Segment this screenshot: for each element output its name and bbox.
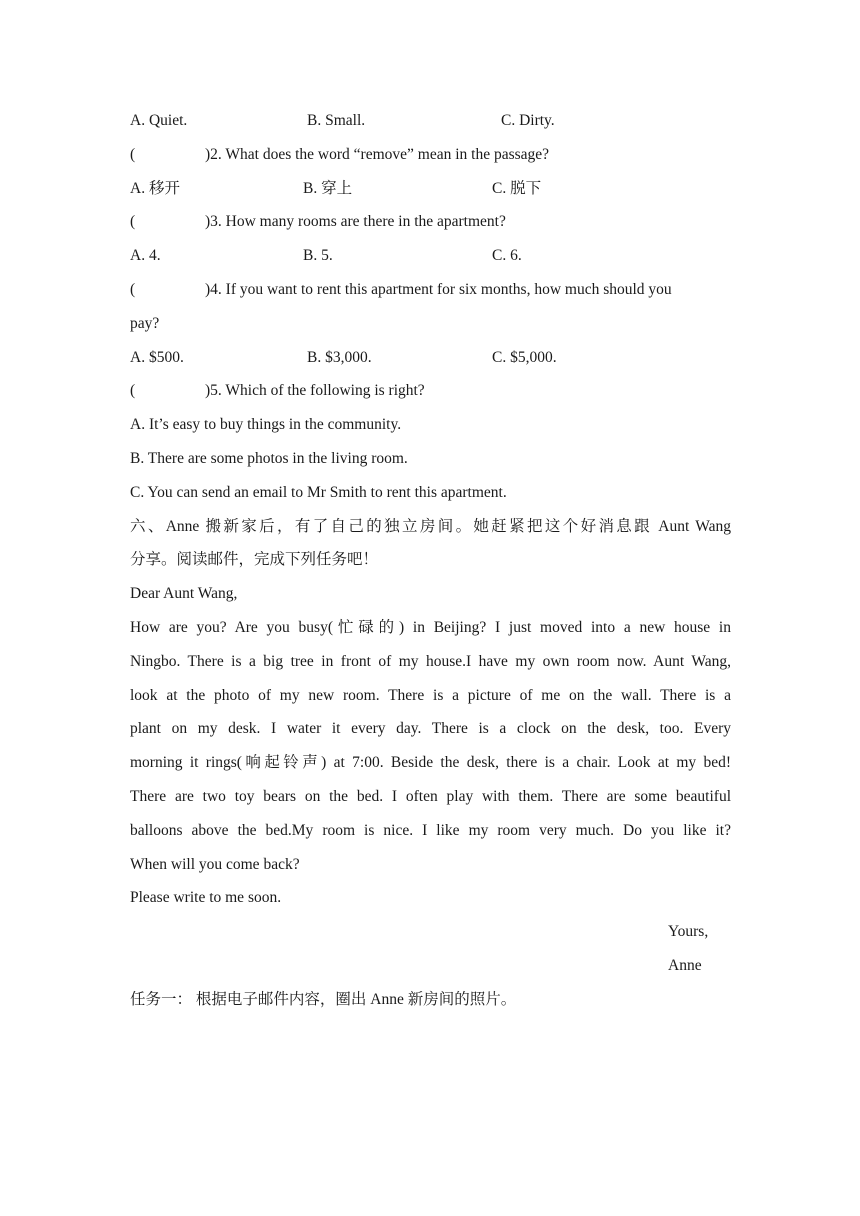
q3-options <box>130 239 731 273</box>
question-5 <box>130 374 731 408</box>
letter-body-line: balloons above the bed.My room is nice. I like my room very much. Do you like it? <box>130 821 731 839</box>
q3-option-b: B. 5. <box>303 247 333 265</box>
answer-blank: ( <box>130 145 136 163</box>
answer-blank: ( <box>130 382 136 400</box>
letter-greeting: Dear Aunt Wang, <box>130 585 238 603</box>
section-6-instruction: 分享。阅读邮件，完成下列任务吧！ <box>130 551 379 569</box>
question-3-text: )3. How many rooms are there in the apartment? <box>205 213 506 231</box>
question-4-continued: pay? <box>130 314 160 332</box>
q2-options <box>130 172 731 206</box>
letter-body-line: Ningbo. There is a big tree in front of my house.I have my own room now. Aunt Wang, <box>130 652 731 670</box>
q1-option-b: B. Small. <box>307 112 366 129</box>
q1-options <box>130 104 731 138</box>
answer-blank: ( <box>130 280 136 298</box>
worksheet-page <box>130 104 731 1017</box>
section-6-heading: 六、Anne 搬新家后，有了自己的独立房间。她赶紧把这个好消息跟 Aunt Wang <box>130 517 731 535</box>
task-1-instruction: 任务一： 根据电子邮件内容，圈出 Anne 新房间的照片。 <box>130 990 517 1008</box>
letter-body-line: morning it rings(响起铃声) at 7:00. Beside the desk, there is a chair. Look at my bed! <box>130 754 731 772</box>
q2-option-a: A. 移开 <box>130 179 180 197</box>
letter-body-line: There are two toy bears on the bed. I often play with them. There are some beautiful <box>130 787 731 805</box>
question-4 <box>130 273 731 307</box>
q1-option-c: C. Dirty. <box>501 112 555 129</box>
q5-option-c: C. You can send an email to Mr Smith to rent this apartment. <box>130 483 507 501</box>
q3-option-a: A. 4. <box>130 247 161 265</box>
q4-option-c: C. $5,000. <box>492 348 557 366</box>
q3-option-c: C. 6. <box>492 247 522 265</box>
letter-body-last-line: When will you come back? <box>130 855 300 873</box>
q2-option-b: B. 穿上 <box>303 179 353 197</box>
letter-sign-off: Yours, <box>668 923 709 941</box>
question-2 <box>130 138 731 172</box>
answer-blank: ( <box>130 213 136 231</box>
letter-body-line: How are you? Are you busy(忙碌的) in Beijing? I just moved into a new house in <box>130 618 731 636</box>
question-3 <box>130 205 731 239</box>
letter-body-line: plant on my desk. I water it every day. There is a clock on the desk, too. Every <box>130 720 731 738</box>
letter-signature: Anne <box>668 956 702 974</box>
letter-closing-request: Please write to me soon. <box>130 889 282 907</box>
q4-options <box>130 341 731 375</box>
q2-option-c: C. 脱下 <box>492 179 542 197</box>
q4-option-b: B. $3,000. <box>307 348 372 366</box>
question-5-text: )5. Which of the following is right? <box>205 382 425 400</box>
q1-option-a: A. Quiet. <box>130 112 188 129</box>
q5-option-a: A. It’s easy to buy things in the community. <box>130 416 402 434</box>
q4-option-a: A. $500. <box>130 348 184 366</box>
q5-option-b: B. There are some photos in the living room. <box>130 449 408 467</box>
question-2-text: )2. What does the word “remove” mean in the passage? <box>205 145 550 163</box>
letter-body-line: look at the photo of my new room. There is a picture of me on the wall. There is a <box>130 686 731 704</box>
question-4-text: )4. If you want to rent this apartment for six months, how much should you <box>205 280 672 298</box>
